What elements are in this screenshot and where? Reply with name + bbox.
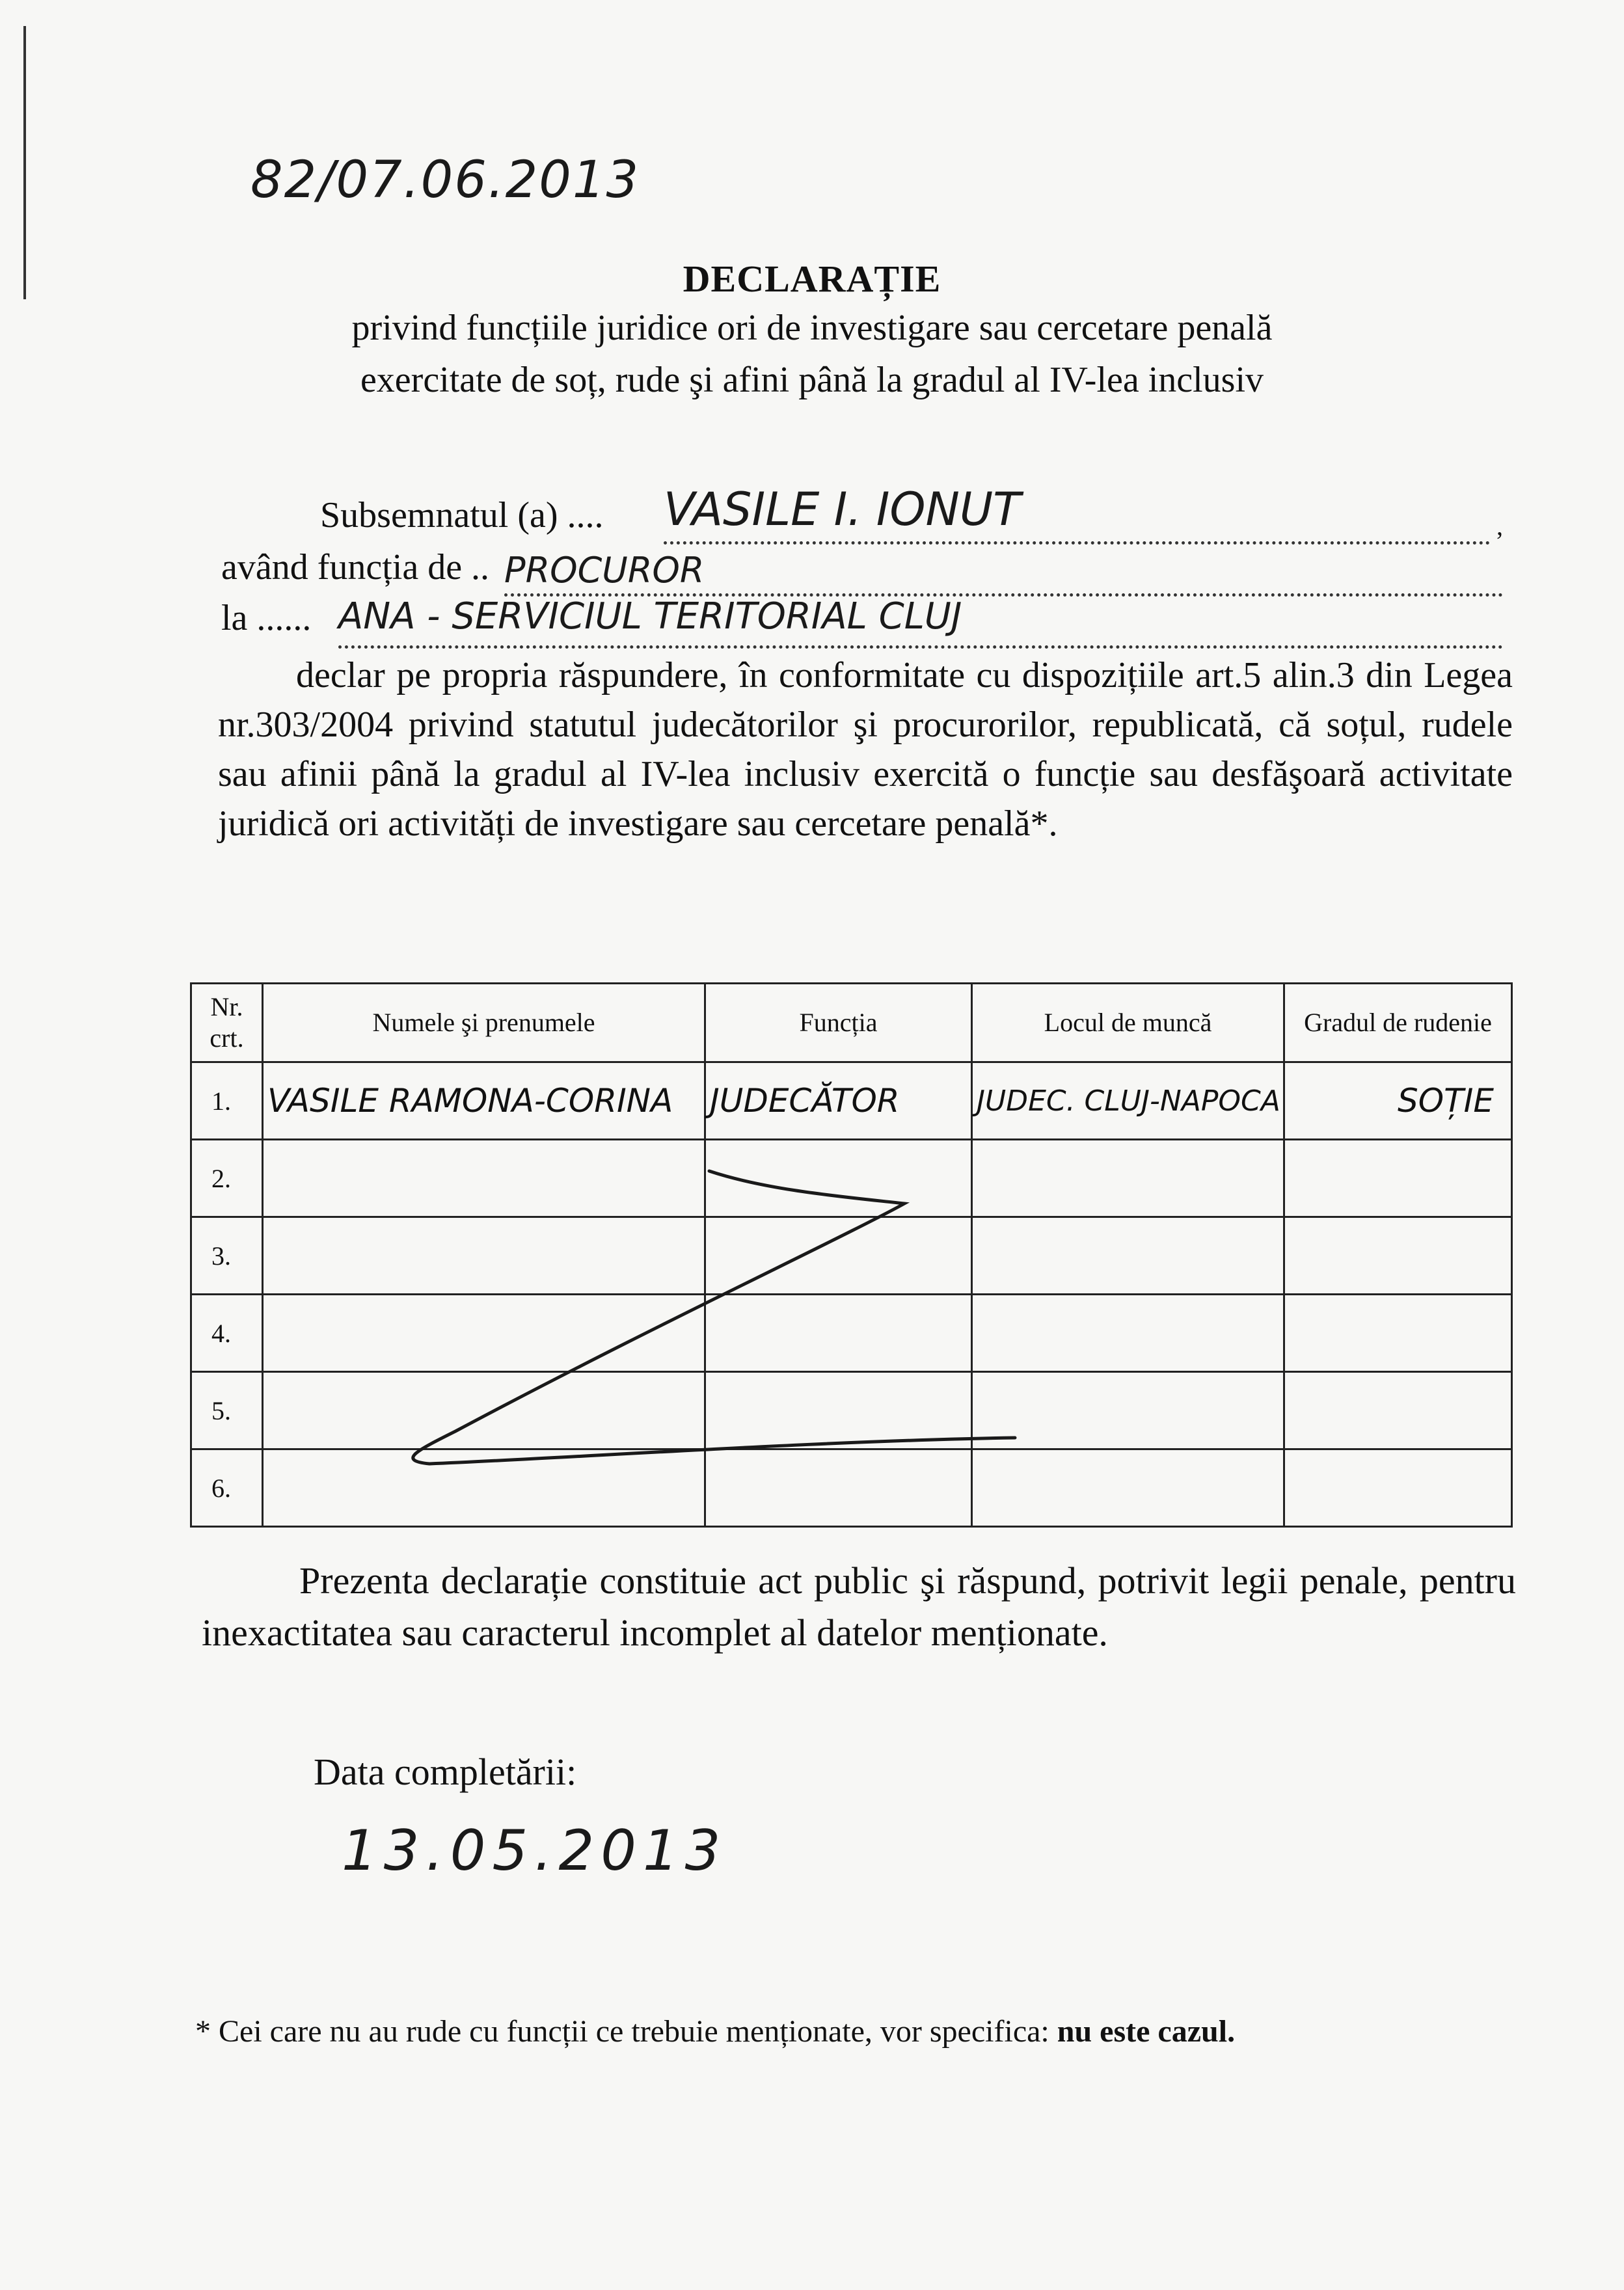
relative-workplace-value: JUDEC. CLUJ-NAPOCA xyxy=(977,1084,1280,1118)
document-title: DECLARAȚIE xyxy=(683,258,941,300)
table-header-row xyxy=(191,984,1512,1062)
header-function: Funcția xyxy=(705,984,972,1062)
relative-degree xyxy=(1284,1217,1512,1295)
header-nr: Nr. crt. xyxy=(191,984,263,1062)
declaration-text: declar pe propria răspundere, în conformitate cu dispozițiile art.5 alin.3 din Legea nr.303/2004 privind statutul judecătorilor şi procurorilor, republicată, că soțul, rudele sau afinii până la gradul al IV-lea inclusiv exercită o funcție sau desfăşoară activitate juridică ori activități de investigare sau cercetare penală*. xyxy=(218,655,1513,844)
workplace-label: la ...... xyxy=(221,598,312,638)
relative-degree xyxy=(1284,1449,1512,1527)
footnote xyxy=(195,2014,1235,2049)
relative-degree-value: SOȚIE xyxy=(1398,1082,1494,1120)
relatives-table xyxy=(190,982,1513,1528)
relative-workplace xyxy=(972,1217,1284,1295)
function-value: PROCUROR xyxy=(504,550,705,591)
relative-function xyxy=(705,1140,972,1217)
relative-degree xyxy=(1284,1372,1512,1449)
relative-function xyxy=(705,1449,972,1527)
date-label: Data completării: xyxy=(314,1751,577,1793)
relative-workplace xyxy=(972,1140,1284,1217)
table-row xyxy=(191,1217,1512,1295)
header-name: Numele şi prenumele xyxy=(263,984,705,1062)
table-row xyxy=(191,1295,1512,1372)
table-row xyxy=(191,1062,1512,1140)
closing-paragraph xyxy=(202,1555,1516,1659)
header-degree: Gradul de rudenie xyxy=(1284,984,1512,1062)
relative-name xyxy=(263,1217,705,1295)
relative-function xyxy=(705,1217,972,1295)
date-value: 13.05.2013 xyxy=(342,1818,727,1883)
relative-name xyxy=(263,1140,705,1217)
name-value: VASILE I. IONUT xyxy=(664,483,1021,536)
name-dotted-line xyxy=(664,541,1490,545)
row-number: 1. xyxy=(191,1062,263,1140)
row-number: 2. xyxy=(191,1140,263,1217)
relative-name xyxy=(263,1449,705,1527)
relative-degree xyxy=(1284,1140,1512,1217)
relative-function-value: JUDECĂTOR xyxy=(710,1082,900,1120)
registration-number: 82/07.06.2013 xyxy=(250,151,640,209)
name-label: Subsemnatul (a) .... xyxy=(320,495,604,535)
function-label: având funcția de .. xyxy=(221,547,490,587)
row-number: 3. xyxy=(191,1217,263,1295)
relative-workplace xyxy=(972,1449,1284,1527)
relative-name xyxy=(263,1062,705,1140)
row-number: 6. xyxy=(191,1449,263,1527)
relative-function xyxy=(705,1295,972,1372)
row-number: 5. xyxy=(191,1372,263,1449)
footnote-bold: nu este cazul. xyxy=(1057,2014,1236,2049)
relative-degree xyxy=(1284,1295,1512,1372)
row-number: 4. xyxy=(191,1295,263,1372)
relative-function xyxy=(705,1372,972,1449)
subtitle-line-2: exercitate de soț, rude şi afini până la gradul al IV-lea inclusiv xyxy=(360,360,1264,400)
table-row xyxy=(191,1372,1512,1449)
relative-workplace xyxy=(972,1295,1284,1372)
workplace-value: ANA - SERVICIUL TERITORIAL CLUJ xyxy=(338,595,962,638)
table-row xyxy=(191,1140,1512,1217)
relative-function xyxy=(705,1062,972,1140)
closing-text: Prezenta declarație constituie act public şi răspund, potrivit legii penale, pentru inexactitatea sau caracterul incomplet al datelor menționate. xyxy=(202,1559,1516,1654)
relative-workplace xyxy=(972,1062,1284,1140)
subtitle-line-1: privind funcțiile juridice ori de investigare sau cercetare penală xyxy=(351,308,1273,348)
relative-name xyxy=(263,1372,705,1449)
relative-workplace xyxy=(972,1372,1284,1449)
table-row xyxy=(191,1449,1512,1527)
footnote-text: * Cei care nu au rude cu funcții ce trebuie menționate, vor specifica: xyxy=(195,2014,1057,2049)
relative-name xyxy=(263,1295,705,1372)
workplace-dotted-line xyxy=(338,645,1503,649)
name-comma: , xyxy=(1496,511,1503,541)
relative-name-value: VASILE RAMONA-CORINA xyxy=(267,1082,673,1120)
relative-degree xyxy=(1284,1062,1512,1140)
header-workplace: Locul de muncă xyxy=(972,984,1284,1062)
declaration-paragraph xyxy=(218,651,1513,848)
